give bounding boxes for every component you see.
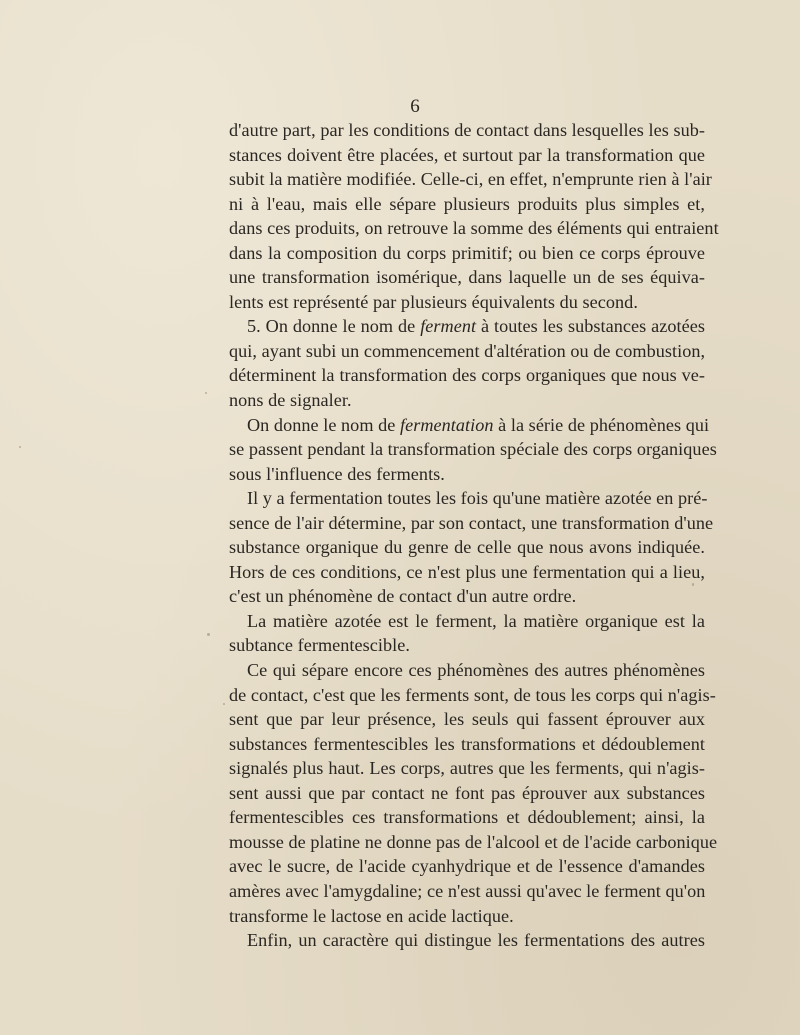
text-line: Enfin, un caractère qui distingue les fermentations des autres — [247, 930, 705, 951]
text-run: à la série de phénomènes qui — [493, 414, 710, 435]
body-text — [229, 118, 719, 953]
text-line: déterminent la transformation des corps organiques que nous ve- — [229, 365, 705, 386]
text-line: nons de signaler. — [229, 390, 352, 411]
paragraph-5-first-line — [229, 314, 705, 339]
text-line: subit la matière modifiée. Celle-ci, en effet, n'emprunte rien à l'air — [229, 169, 712, 190]
text-line: sence de l'air détermine, par son contact, une transformation d'une — [229, 512, 714, 533]
text-run: On donne le nom de — [247, 414, 400, 435]
text-line: substances fermentescibles les transformations et dédoublement — [229, 733, 705, 754]
text-line: sent aussi que par contact ne font pas éprouver aux substances — [229, 782, 705, 803]
italic-term-fermentation: fermentation — [400, 414, 494, 435]
text-line: stances doivent être placées, et surtout par la transformation que — [229, 144, 705, 165]
paper-speck — [207, 633, 210, 636]
text-line: qui, ayant subi un commencement d'altération ou de combustion, — [229, 340, 706, 361]
text-line: de contact, c'est que les ferments sont, de tous les corps qui n'agis- — [229, 684, 716, 705]
text-line: Ce qui sépare encore ces phénomènes des autres phénomènes — [247, 660, 705, 681]
paper-speck — [223, 703, 225, 705]
text-line: d'autre part, par les conditions de contact dans lesquelles les sub- — [229, 120, 705, 140]
text-line: lents est représenté par plusieurs équivalents du second. — [229, 291, 638, 312]
text-line: Il y a fermentation toutes les fois qu'une matière azotée en pré- — [247, 488, 708, 509]
paper-speck — [19, 446, 21, 448]
italic-term-ferment: ferment — [420, 316, 477, 337]
text-line: transforme le lactose en acide lactique. — [229, 905, 514, 926]
text-line: une transformation isomérique, dans laquelle un de ses équiva- — [229, 267, 705, 288]
text-line: c'est un phénomène de contact d'un autre ordre. — [229, 586, 577, 607]
text-line: sent que par leur présence, les seuls qui fassent éprouver aux — [229, 709, 705, 730]
text-line: se passent pendant la transformation spéciale des corps organiques — [229, 439, 717, 460]
text-line: Hors de ces conditions, ce n'est plus une fermentation qui a lieu, — [229, 561, 705, 582]
text-line: La matière azotée est le ferment, la matière organique est la — [247, 610, 705, 631]
text-run: 5. On donne le nom de — [247, 316, 421, 337]
paper-speck — [692, 583, 694, 586]
text-line: ni à l'eau, mais elle sépare plusieurs produits plus simples et, — [229, 193, 705, 214]
text-line: mousse de platine ne donne pas de l'alcool et de l'acide carbonique — [229, 831, 718, 852]
text-line: signalés plus haut. Les corps, autres que les ferments, qui n'agis- — [229, 758, 705, 779]
page-number: 6 — [410, 96, 420, 117]
text-line: substance organique du genre de celle que nous avons indiquée. — [229, 537, 705, 558]
text-line: subtance fermentescible. — [229, 635, 410, 656]
paper-speck — [205, 392, 207, 394]
paragraph-fermentation-first-line — [229, 413, 710, 438]
text-line: dans ces produits, on retrouve la somme des éléments qui entraient — [229, 218, 719, 239]
text-line: amères avec l'amygdaline; ce n'est aussi qu'avec le ferment qu'on — [229, 880, 706, 901]
text-line: sous l'influence des ferments. — [229, 463, 445, 484]
text-run: à toutes les substances azotées — [476, 316, 706, 337]
text-line: fermentescibles ces transformations et dédoublement; ainsi, la — [229, 807, 705, 828]
text-line: avec le sucre, de l'acide cyanhydrique et de l'essence d'amandes — [229, 856, 705, 877]
text-line: dans la composition du corps primitif; ou bien ce corps éprouve — [229, 242, 705, 263]
